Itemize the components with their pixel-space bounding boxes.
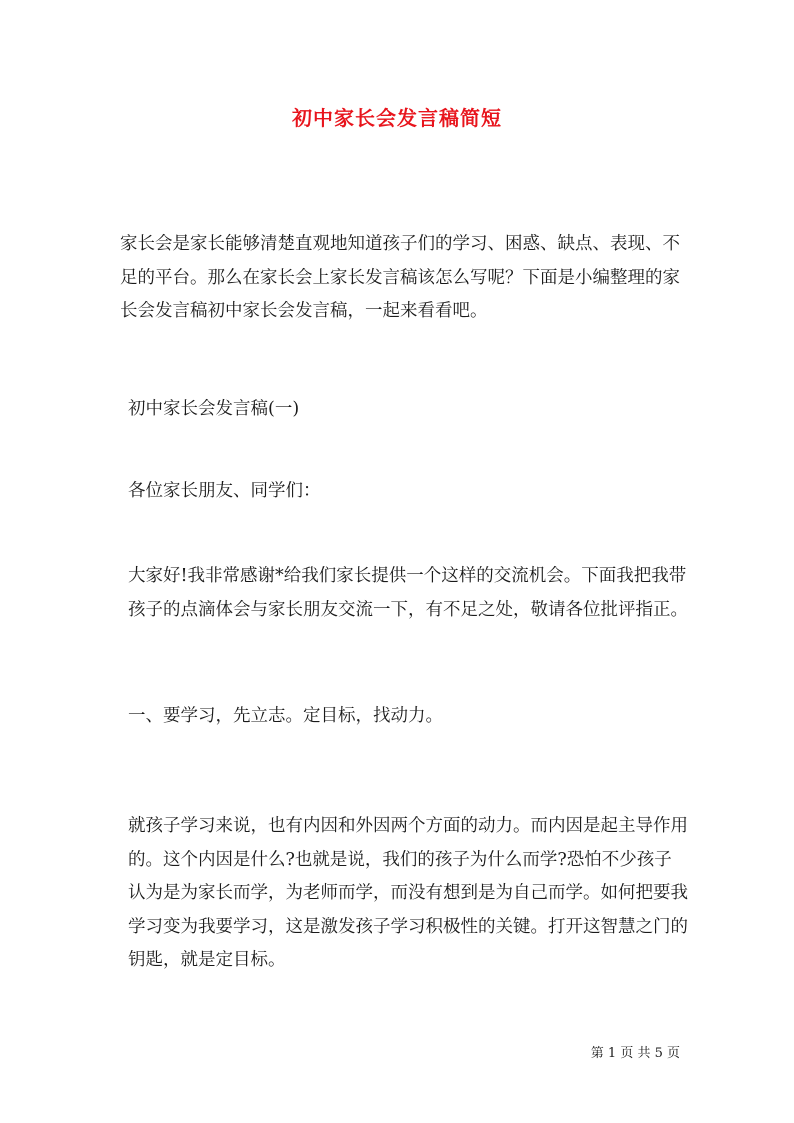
page-footer: 第 1 页 共 5 页 [590, 1046, 680, 1061]
point-heading: 一、要学习，先立志。定目标，找动力。 [128, 706, 443, 726]
greeting-paragraph: 大家好!我非常感谢*给我们家长提供一个这样的交流机会。下面我把我带孩子的点滴体会与家长朋友交流一下，有不足之处，敬请各位批评指正。 [128, 566, 688, 620]
intro-paragraph: 家长会是家长能够清楚直观地知道孩子们的学习、困惑、缺点、表现、不足的平台。那么在家长会上家长发言稿该怎么写呢？下面是小编整理的家长会发言稿初中家长会发言稿，一起来看看吧。 [120, 234, 680, 321]
section-heading: 初中家长会发言稿(一) [128, 399, 300, 419]
body-paragraph: 就孩子学习来说，也有内因和外因两个方面的动力。而内因是起主导作用的。这个内因是什么?也就是说，我们的孩子为什么而学?恐怕不少孩子认为是为家长而学，为老师而学，而没有想到是为自己而学。如何把要我学习变为我要学习，这是激发孩子学习积极性的关键。打开这智慧之门的钥匙，就是定目标。 [128, 816, 688, 970]
document-title: 初中家长会发言稿简短 [292, 106, 502, 130]
salutation: 各位家长朋友、同学们： [128, 481, 321, 501]
